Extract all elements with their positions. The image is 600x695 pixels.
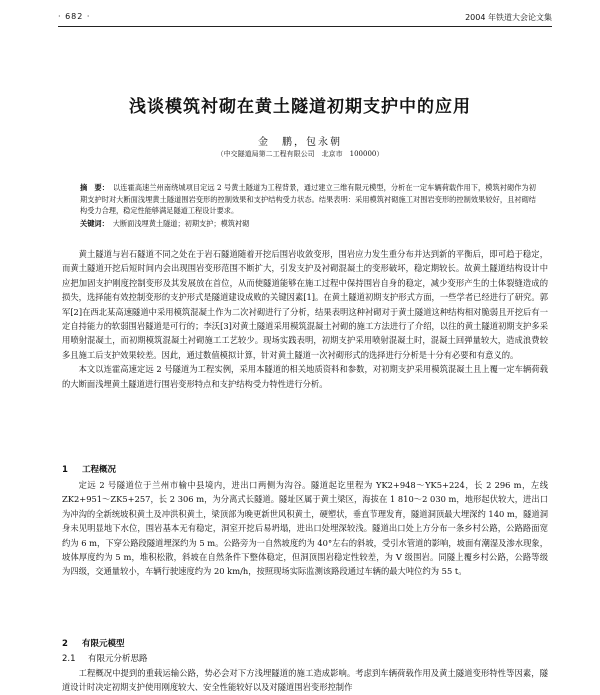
section-heading-1 [62, 463, 116, 475]
abstract-block [80, 182, 536, 229]
running-header [58, 10, 552, 27]
abstract-text: 以连霍高速兰州南绕城项目定远 2 号黄土隧道为工程背景，通过建立三维有限元模型，分析在一定车辆荷载作用下，模筑衬砌作为初期支护时对大断面浅埋黄土隧道围岩变形的控制效果和支护结构受力状态。结果表明：采用模筑衬砌施工对围岩变形的控制效果较好，且衬砌结构受力合理，稳定性能够满足隧道工程设计要求。 [80, 183, 536, 215]
section-title: 工程概况 [82, 465, 117, 475]
paper-title: 浅谈模筑衬砌在黄土隧道初期支护中的应用 [129, 97, 471, 117]
authors: 金 鹏，包永朝 [258, 137, 342, 148]
abstract [80, 182, 536, 217]
section-heading-2 [62, 637, 125, 649]
keywords [80, 218, 536, 230]
running-head-title: 2004 年铁道大会论文集 [465, 13, 552, 22]
section-number: 2.1 [62, 654, 76, 664]
section-title: 有限元分析思路 [88, 654, 148, 664]
section-number: 2 [62, 639, 68, 649]
section-number: 1 [62, 465, 68, 475]
intro-paragraph: 本文以连霍高速定远 2 号隧道为工程实例，采用本隧道的相关地质资料和参数，对初期支护采用模筑混凝土且上覆一定车辆荷载的大断面浅埋黄土隧道进行围岩变形特点和支护结构受力特性进行分析。 [62, 364, 548, 389]
section-title: 有限元模型 [82, 639, 125, 649]
body-paragraph: 定远 2 号隧道位于兰州市榆中县境内，进出口两侧为沟谷。隧道起讫里程为 YK2+948～YK5+224，长 2 296 m，左线 ZK2+951～ZK5+257，长 2 306 m，为分离式长隧道。隧址区属于黄土梁区，海拔在 1 810～2 030 m，地形起伏较大，进出口为冲沟的全新统坡积黄土及冲洪积黄土，梁顶部为晚更新世风积黄土，硬塑状，垂直节理发育，隧道洞顶最大埋深约 140 m，隧道洞身未见明显地下水位，围岩基本无有稳定，洞室开挖后易坍塌，进出口处埋深较浅。隧道出口处上方分布一条乡村公路，公路路面宽约为 6 m，下穿公路段隧道埋深约为 5 m。公路旁为一自然坡度约为 40°左右的斜坡，受引水管道的影响，坡面有潮湿及渗水现象，坡体厚度约为 5 m，堆积松散，斜坡在自然条件下整体稳定，但洞顶围岩稳定性较差，为 V 级围岩。同隧上覆乡村公路，公路等级为四级，交通量较小，车辆行驶速度约为 20 km/h，按照现场实际监测该路段通过车辆的最大吨位约为 55 t。 [62, 480, 548, 577]
introduction [62, 247, 548, 391]
section-2-1-body [62, 666, 548, 695]
section-1-body [62, 478, 548, 579]
body-paragraph: 工程概况中提到的重载运输公路，势必会对下方浅埋隧道的施工造成影响。考虑到车辆荷载作用及黄土隧道变形特性等因素，隧道设计时决定初期支护使用刚度较大、安全性能较好以及对隧道围岩变形控制作 [62, 668, 548, 693]
section-heading-2-1 [62, 652, 148, 664]
abstract-label: 摘 要： [80, 183, 110, 192]
page-number: · 682 · [58, 12, 91, 21]
keywords-label: 关键词： [80, 218, 109, 228]
affiliation: （中交隧道局第二工程有限公司 北京市 100000） [216, 150, 384, 158]
intro-paragraph: 黄土隧道与岩石隧道不同之处在于岩石隧道随着开挖后围岩收敛变形，围岩应力发生重分布并达到新的平衡后，即可趋于稳定，而黄土隧道开挖后短时间内会出现围岩变形范围不断扩大，引发支护及衬砌混凝土的变形破坏，稳定期较长。故黄土隧道结构设计中应把加固支护刚度控制变形及其发展放在首位，从而使隧道能够在施工过程中保持围岩自身的稳定，减少变形产生的土体裂缝造成的损失，选择能有效控制变形的支护形式是隧道建设成败的关键因素[1]。在黄土隧道初期支护形式方面，一些学者已经进行了研究。郭军[2]在西北某高速隧道中采用模筑混凝土作为二次衬砌进行了分析，结果表明这种衬砌对于黄土隧道这种结构相对脆弱且开挖后有一定自持能力的软弱围岩隧道是可行的；李沃[3]对黄土隧道采用模筑混凝土衬砌的施工方法进行了介绍，以往的黄土隧道初期支护多采用喷射混凝土，而初期模筑混凝土衬砌施工工艺较少。现场实践表明，初期支护采用喷射混凝土时，混凝土回弹量较大，造成浪费较多且施工后支护效果较差。因此，通过数值模拟计算，针对黄土隧道一次衬砌形式的选择进行分析是十分有必要和有意义的。 [62, 249, 548, 360]
keywords-text: 大断面浅埋黄土隧道；初期支护；模筑衬砌 [112, 218, 250, 228]
